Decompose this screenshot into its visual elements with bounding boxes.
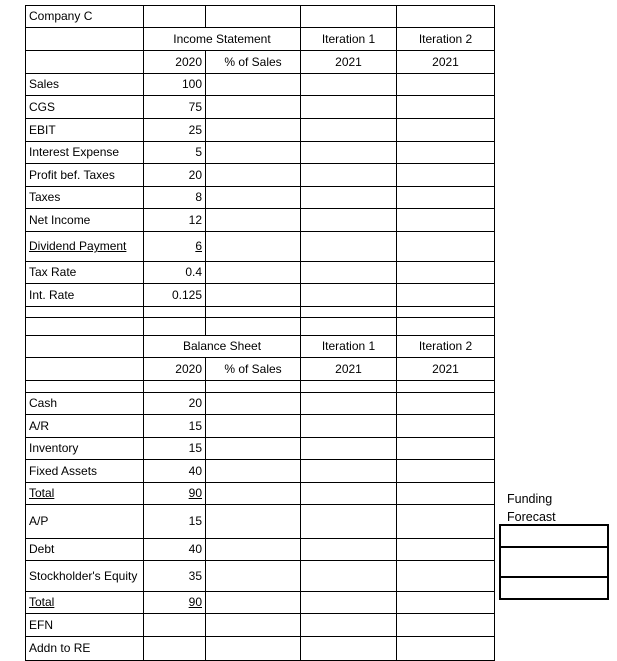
year-2021-header[interactable]: 2021 [301,358,397,381]
table-row [26,614,495,637]
row-label[interactable]: Net Income [26,209,144,232]
empty-cell[interactable] [206,415,301,438]
row-label[interactable]: Debt [26,539,144,561]
row-value[interactable] [144,614,206,637]
empty-cell[interactable] [206,460,301,483]
empty-cell[interactable] [397,96,495,119]
empty-cell[interactable] [397,318,495,336]
row-value[interactable]: 75 [144,96,206,119]
empty-cell[interactable] [301,232,397,262]
financial-table [25,5,495,661]
funding-cell[interactable] [500,547,608,577]
empty-cell[interactable] [206,96,301,119]
empty-cell[interactable] [301,539,397,561]
table-row [26,539,495,561]
empty-cell[interactable] [301,505,397,539]
table-row [26,505,495,539]
empty-cell[interactable] [301,460,397,483]
empty-cell[interactable] [144,381,206,393]
pct-sales-header[interactable]: % of Sales [206,358,301,381]
row-label[interactable]: Fixed Assets [26,460,144,483]
table-row [26,561,495,592]
empty-cell[interactable] [301,187,397,209]
empty-cell[interactable] [144,307,206,318]
empty-cell[interactable] [206,6,301,28]
row-label[interactable]: Sales [26,74,144,96]
row-value[interactable]: 20 [144,393,206,415]
spreadsheet [25,5,495,661]
row-label[interactable]: Cash [26,393,144,415]
iteration-2-header[interactable]: Iteration 2 [397,336,495,358]
empty-cell[interactable] [397,539,495,561]
empty-cell[interactable] [301,381,397,393]
table-row [26,142,495,164]
row-label[interactable]: A/P [26,505,144,539]
table-row [26,164,495,187]
funding-label-line1: Funding [507,492,553,506]
empty-cell[interactable] [206,483,301,505]
empty-cell[interactable] [301,483,397,505]
empty-cell[interactable] [397,415,495,438]
row-label[interactable]: Taxes [26,187,144,209]
empty-cell[interactable] [26,318,144,336]
empty-cell[interactable] [397,381,495,393]
row-label[interactable]: EBIT [26,119,144,142]
company-title[interactable]: Company C [26,6,144,28]
row-value[interactable]: 40 [144,460,206,483]
empty-cell[interactable] [301,614,397,637]
empty-cell[interactable] [206,505,301,539]
row-value[interactable]: 5 [144,142,206,164]
row-label[interactable]: Interest Expense [26,142,144,164]
row-value[interactable]: 20 [144,164,206,187]
row-value[interactable]: 35 [144,561,206,592]
empty-cell[interactable] [301,209,397,232]
empty-cell[interactable] [397,307,495,318]
empty-cell[interactable] [397,119,495,142]
empty-cell[interactable] [397,164,495,187]
empty-cell[interactable] [397,74,495,96]
empty-cell[interactable] [397,393,495,415]
funding-cell[interactable] [500,577,608,599]
row-value[interactable]: 90 [144,483,206,505]
empty-cell[interactable] [397,232,495,262]
empty-cell[interactable] [397,592,495,614]
empty-cell[interactable] [301,592,397,614]
empty-cell[interactable] [206,74,301,96]
year-2020-header[interactable]: 2020 [144,358,206,381]
empty-cell[interactable] [301,164,397,187]
funding-forecast-column [499,524,609,600]
table-row [26,96,495,119]
table-row [26,592,495,614]
row-label[interactable]: EFN [26,614,144,637]
empty-cell[interactable] [206,539,301,561]
empty-cell[interactable] [206,232,301,262]
title-row [26,6,495,28]
table-row [26,232,495,262]
row-label[interactable]: Total [26,483,144,505]
row-value[interactable]: 15 [144,505,206,539]
balance-subheader-row [26,358,495,381]
year-2021-header[interactable]: 2021 [301,51,397,74]
row-label[interactable]: Int. Rate [26,284,144,307]
empty-cell[interactable] [144,6,206,28]
empty-cell[interactable] [301,393,397,415]
empty-cell[interactable] [397,561,495,592]
empty-cell[interactable] [301,438,397,460]
empty-cell[interactable] [26,307,144,318]
empty-cell[interactable] [301,415,397,438]
iteration-1-header[interactable]: Iteration 1 [301,28,397,51]
empty-cell[interactable] [206,381,301,393]
empty-cell[interactable] [206,318,301,336]
year-2021-header[interactable]: 2021 [397,358,495,381]
row-label[interactable]: A/R [26,415,144,438]
row-value[interactable]: 8 [144,187,206,209]
table-row [26,209,495,232]
row-value[interactable]: 15 [144,415,206,438]
row-value[interactable]: 15 [144,438,206,460]
empty-cell[interactable] [301,284,397,307]
empty-cell[interactable] [397,460,495,483]
balance-header-row [26,336,495,358]
income-header-row [26,28,495,51]
empty-cell[interactable] [301,262,397,284]
empty-cell[interactable] [397,6,495,28]
row-label[interactable]: Stockholder's Equity [26,561,144,592]
empty-cell[interactable] [26,358,144,381]
empty-cell[interactable] [206,119,301,142]
empty-cell[interactable] [26,381,144,393]
empty-cell[interactable] [206,284,301,307]
empty-cell[interactable] [301,307,397,318]
empty-cell[interactable] [397,284,495,307]
row-label[interactable]: Tax Rate [26,262,144,284]
empty-cell[interactable] [206,393,301,415]
row-value[interactable]: 100 [144,74,206,96]
iteration-1-header[interactable]: Iteration 1 [301,336,397,358]
empty-cell[interactable] [26,28,144,51]
row-value[interactable]: 90 [144,592,206,614]
table-row [26,74,495,96]
table-row [26,262,495,284]
table-row [26,187,495,209]
empty-cell[interactable] [397,614,495,637]
row-label[interactable]: Inventory [26,438,144,460]
empty-cell[interactable] [397,187,495,209]
empty-cell[interactable] [206,307,301,318]
empty-cell[interactable] [206,164,301,187]
table-row [26,284,495,307]
row-value[interactable]: 12 [144,209,206,232]
empty-cell[interactable] [26,51,144,74]
empty-cell[interactable] [301,318,397,336]
row-label[interactable]: CGS [26,96,144,119]
iteration-2-header[interactable]: Iteration 2 [397,28,495,51]
spacer-row [26,381,495,393]
year-2021-header[interactable]: 2021 [397,51,495,74]
empty-cell[interactable] [397,438,495,460]
empty-cell[interactable] [301,6,397,28]
row-value[interactable]: 6 [144,232,206,262]
empty-cell[interactable] [144,318,206,336]
empty-cell[interactable] [206,209,301,232]
empty-cell[interactable] [397,262,495,284]
empty-cell[interactable] [397,142,495,164]
income-statement-header[interactable]: Income Statement [144,28,301,51]
empty-cell[interactable] [206,561,301,592]
empty-cell[interactable] [206,592,301,614]
funding-forecast-label [507,490,556,526]
funding-cell[interactable] [500,525,608,547]
spacer-row [26,318,495,336]
empty-cell[interactable] [206,614,301,637]
empty-cell[interactable] [397,483,495,505]
empty-cell[interactable] [206,142,301,164]
empty-cell[interactable] [301,142,397,164]
funding-label-line2: Forecast [507,510,556,524]
empty-cell[interactable] [206,262,301,284]
empty-cell[interactable] [206,438,301,460]
year-2020-header[interactable]: 2020 [144,51,206,74]
empty-cell[interactable] [397,209,495,232]
table-row [26,460,495,483]
row-value[interactable]: 0.125 [144,284,206,307]
row-label[interactable]: Addn to RE [26,637,144,661]
spacer-row [26,307,495,318]
empty-cell[interactable] [301,119,397,142]
empty-cell[interactable] [301,561,397,592]
table-row [26,119,495,142]
empty-cell[interactable] [301,74,397,96]
empty-cell[interactable] [206,187,301,209]
row-label[interactable]: Total [26,592,144,614]
pct-sales-header[interactable]: % of Sales [206,51,301,74]
row-value[interactable]: 0.4 [144,262,206,284]
empty-cell[interactable] [301,96,397,119]
income-subheader-row [26,51,495,74]
empty-cell[interactable] [397,505,495,539]
table-row [26,483,495,505]
row-value[interactable]: 25 [144,119,206,142]
row-label[interactable]: Dividend Payment [26,232,144,262]
table-row [26,415,495,438]
row-label[interactable]: Profit bef. Taxes [26,164,144,187]
table-row [26,393,495,415]
empty-cell[interactable] [26,336,144,358]
table-row [26,438,495,460]
row-value[interactable]: 40 [144,539,206,561]
balance-sheet-header[interactable]: Balance Sheet [144,336,301,358]
